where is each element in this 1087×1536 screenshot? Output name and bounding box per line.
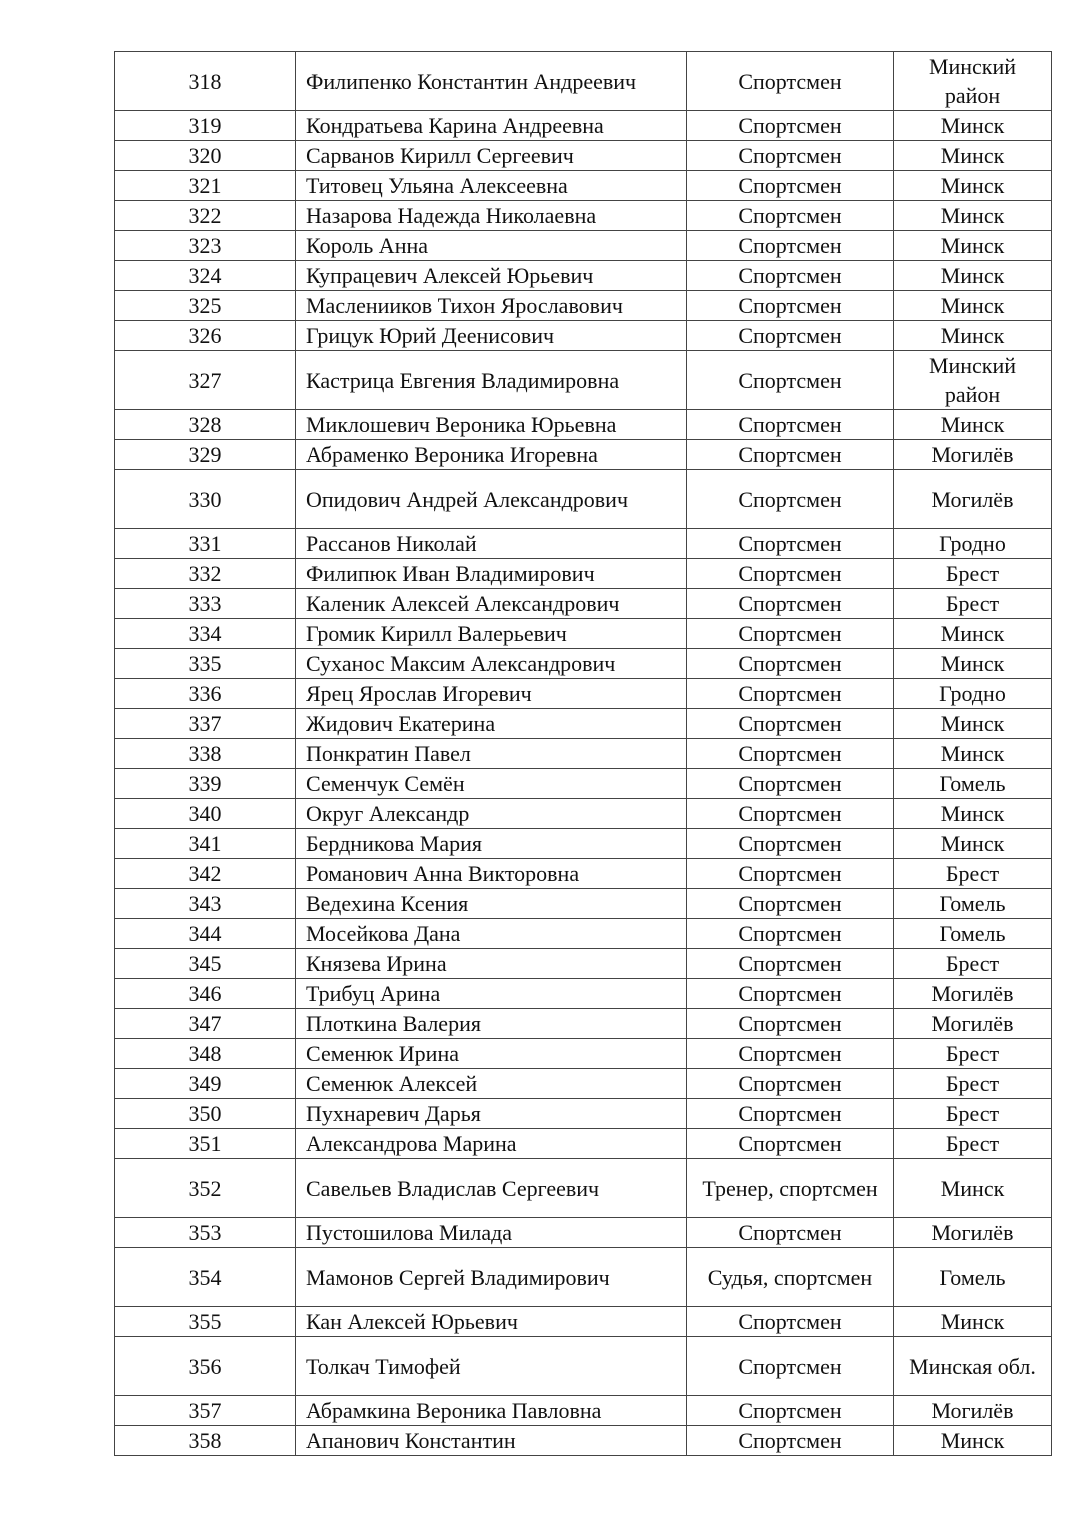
participant-name-cell: Громик Кирилл Валерьевич <box>296 619 687 649</box>
city-cell: Гомель <box>894 889 1052 919</box>
row-number-cell: 357 <box>115 1396 296 1426</box>
table-row <box>115 351 1052 410</box>
table-row <box>115 589 1052 619</box>
participant-name-cell: Семенюк Алексей <box>296 1069 687 1099</box>
role-cell: Спортсмен <box>687 1396 894 1426</box>
row-number-cell: 322 <box>115 201 296 231</box>
role-cell: Спортсмен <box>687 559 894 589</box>
table-row <box>115 649 1052 679</box>
city-cell: Минск <box>894 1426 1052 1456</box>
role-cell: Спортсмен <box>687 261 894 291</box>
role-cell: Спортсмен <box>687 1009 894 1039</box>
city-cell: Гродно <box>894 679 1052 709</box>
role-cell: Спортсмен <box>687 889 894 919</box>
row-number-cell: 348 <box>115 1039 296 1069</box>
role-cell: Спортсмен <box>687 470 894 529</box>
role-cell: Спортсмен <box>687 589 894 619</box>
city-cell: Минск <box>894 111 1052 141</box>
participant-name-cell: Кондратьева Карина Андреевна <box>296 111 687 141</box>
table-row <box>115 1248 1052 1307</box>
participant-name-cell: Савельев Владислав Сергеевич <box>296 1159 687 1218</box>
participant-name-cell: Округ Александр <box>296 799 687 829</box>
role-cell: Спортсмен <box>687 141 894 171</box>
row-number-cell: 342 <box>115 859 296 889</box>
participant-name-cell: Князева Ирина <box>296 949 687 979</box>
table-row <box>115 261 1052 291</box>
participant-name-cell: Филипюк Иван Владимирович <box>296 559 687 589</box>
row-number-cell: 330 <box>115 470 296 529</box>
role-cell: Спортсмен <box>687 201 894 231</box>
city-cell: Минск <box>894 321 1052 351</box>
role-cell: Спортсмен <box>687 231 894 261</box>
table-row <box>115 291 1052 321</box>
participant-name-cell: Бердникова Мария <box>296 829 687 859</box>
participant-name-cell: Каленик Алексей Александрович <box>296 589 687 619</box>
participant-name-cell: Трибуц Арина <box>296 979 687 1009</box>
participant-name-cell: Титовец Ульяна Алексеевна <box>296 171 687 201</box>
row-number-cell: 355 <box>115 1307 296 1337</box>
city-cell: Минск <box>894 141 1052 171</box>
role-cell: Спортсмен <box>687 321 894 351</box>
role-cell: Спортсмен <box>687 291 894 321</box>
participant-name-cell: Кан Алексей Юрьевич <box>296 1307 687 1337</box>
city-cell: Минская обл. <box>894 1337 1052 1396</box>
table-row <box>115 111 1052 141</box>
table-row <box>115 1069 1052 1099</box>
table-row <box>115 440 1052 470</box>
row-number-cell: 349 <box>115 1069 296 1099</box>
table-row <box>115 559 1052 589</box>
table-row <box>115 1099 1052 1129</box>
city-cell: Минск <box>894 410 1052 440</box>
row-number-cell: 334 <box>115 619 296 649</box>
role-cell: Спортсмен <box>687 1039 894 1069</box>
row-number-cell: 333 <box>115 589 296 619</box>
table-row <box>115 141 1052 171</box>
city-cell: Минск <box>894 709 1052 739</box>
row-number-cell: 356 <box>115 1337 296 1396</box>
table-row <box>115 321 1052 351</box>
city-cell: Минский район <box>894 351 1052 410</box>
table-row <box>115 1337 1052 1396</box>
participant-name-cell: Толкач Тимофей <box>296 1337 687 1396</box>
row-number-cell: 346 <box>115 979 296 1009</box>
city-cell: Минск <box>894 231 1052 261</box>
city-cell: Брест <box>894 949 1052 979</box>
table-row <box>115 1218 1052 1248</box>
row-number-cell: 320 <box>115 141 296 171</box>
city-cell: Минск <box>894 619 1052 649</box>
role-cell: Спортсмен <box>687 1129 894 1159</box>
city-cell: Минск <box>894 171 1052 201</box>
participant-name-cell: Назарова Надежда Николаевна <box>296 201 687 231</box>
row-number-cell: 353 <box>115 1218 296 1248</box>
role-cell: Тренер, спортсмен <box>687 1159 894 1218</box>
participant-name-cell: Грицук Юрий Деенисович <box>296 321 687 351</box>
table-row <box>115 1396 1052 1426</box>
table-row <box>115 859 1052 889</box>
city-cell: Минск <box>894 291 1052 321</box>
participant-name-cell: Абрамкина Вероника Павловна <box>296 1396 687 1426</box>
row-number-cell: 354 <box>115 1248 296 1307</box>
city-cell: Минск <box>894 201 1052 231</box>
row-number-cell: 340 <box>115 799 296 829</box>
participant-name-cell: Кастрица Евгения Владимировна <box>296 351 687 410</box>
city-cell: Брест <box>894 1039 1052 1069</box>
participant-name-cell: Жидович Екатерина <box>296 709 687 739</box>
table-row <box>115 231 1052 261</box>
table-row <box>115 529 1052 559</box>
row-number-cell: 350 <box>115 1099 296 1129</box>
city-cell: Могилёв <box>894 440 1052 470</box>
city-cell: Минск <box>894 1159 1052 1218</box>
participant-name-cell: Романович Анна Викторовна <box>296 859 687 889</box>
participant-name-cell: Семенчук Семён <box>296 769 687 799</box>
row-number-cell: 332 <box>115 559 296 589</box>
role-cell: Спортсмен <box>687 919 894 949</box>
table-row <box>115 709 1052 739</box>
participant-name-cell: Понкратин Павел <box>296 739 687 769</box>
participant-name-cell: Александрова Марина <box>296 1129 687 1159</box>
table-row <box>115 1426 1052 1456</box>
table-row <box>115 889 1052 919</box>
table-row <box>115 470 1052 529</box>
table-row <box>115 739 1052 769</box>
participant-name-cell: Мосейкова Дана <box>296 919 687 949</box>
city-cell: Брест <box>894 559 1052 589</box>
city-cell: Брест <box>894 589 1052 619</box>
row-number-cell: 326 <box>115 321 296 351</box>
row-number-cell: 331 <box>115 529 296 559</box>
role-cell: Спортсмен <box>687 529 894 559</box>
table-row <box>115 1009 1052 1039</box>
participant-name-cell: Апанович Константин <box>296 1426 687 1456</box>
city-cell: Минский район <box>894 52 1052 111</box>
row-number-cell: 327 <box>115 351 296 410</box>
role-cell: Спортсмен <box>687 709 894 739</box>
city-cell: Минск <box>894 261 1052 291</box>
participant-name-cell: Король Анна <box>296 231 687 261</box>
city-cell: Минск <box>894 1307 1052 1337</box>
row-number-cell: 345 <box>115 949 296 979</box>
row-number-cell: 325 <box>115 291 296 321</box>
role-cell: Спортсмен <box>687 171 894 201</box>
city-cell: Могилёв <box>894 470 1052 529</box>
role-cell: Спортсмен <box>687 1218 894 1248</box>
role-cell: Спортсмен <box>687 769 894 799</box>
role-cell: Спортсмен <box>687 799 894 829</box>
table-row <box>115 919 1052 949</box>
table-row <box>115 171 1052 201</box>
row-number-cell: 336 <box>115 679 296 709</box>
table-row <box>115 410 1052 440</box>
row-number-cell: 343 <box>115 889 296 919</box>
row-number-cell: 337 <box>115 709 296 739</box>
row-number-cell: 339 <box>115 769 296 799</box>
participant-name-cell: Рассанов Николай <box>296 529 687 559</box>
role-cell: Спортсмен <box>687 619 894 649</box>
table-row <box>115 769 1052 799</box>
row-number-cell: 318 <box>115 52 296 111</box>
row-number-cell: 338 <box>115 739 296 769</box>
row-number-cell: 335 <box>115 649 296 679</box>
city-cell: Брест <box>894 859 1052 889</box>
participant-name-cell: Мамонов Сергей Владимирович <box>296 1248 687 1307</box>
participant-name-cell: Ярец Ярослав Игоревич <box>296 679 687 709</box>
table-row <box>115 979 1052 1009</box>
role-cell: Спортсмен <box>687 649 894 679</box>
table-row <box>115 829 1052 859</box>
participant-name-cell: Абраменко Вероника Игоревна <box>296 440 687 470</box>
role-cell: Судья, спортсмен <box>687 1248 894 1307</box>
participant-name-cell: Пухнаревич Дарья <box>296 1099 687 1129</box>
role-cell: Спортсмен <box>687 739 894 769</box>
table-row <box>115 1129 1052 1159</box>
city-cell: Гродно <box>894 529 1052 559</box>
table-row <box>115 679 1052 709</box>
participant-name-cell: Купрацевич Алексей Юрьевич <box>296 261 687 291</box>
role-cell: Спортсмен <box>687 440 894 470</box>
table-row <box>115 1307 1052 1337</box>
city-cell: Минск <box>894 739 1052 769</box>
participant-name-cell: Семенюк Ирина <box>296 1039 687 1069</box>
role-cell: Спортсмен <box>687 859 894 889</box>
row-number-cell: 323 <box>115 231 296 261</box>
role-cell: Спортсмен <box>687 829 894 859</box>
table-row <box>115 1039 1052 1069</box>
city-cell: Брест <box>894 1129 1052 1159</box>
table-row <box>115 799 1052 829</box>
participants-table <box>114 51 1052 1456</box>
table-row <box>115 619 1052 649</box>
participants-table-body <box>115 52 1052 1456</box>
city-cell: Гомель <box>894 1248 1052 1307</box>
row-number-cell: 341 <box>115 829 296 859</box>
role-cell: Спортсмен <box>687 1099 894 1129</box>
row-number-cell: 351 <box>115 1129 296 1159</box>
role-cell: Спортсмен <box>687 949 894 979</box>
participant-name-cell: Плоткина Валерия <box>296 1009 687 1039</box>
role-cell: Спортсмен <box>687 979 894 1009</box>
participant-name-cell: Сарванов Кирилл Сергеевич <box>296 141 687 171</box>
participant-name-cell: Суханос Максим Александрович <box>296 649 687 679</box>
role-cell: Спортсмен <box>687 351 894 410</box>
participant-name-cell: Масленииков Тихон Ярославович <box>296 291 687 321</box>
table-row <box>115 949 1052 979</box>
city-cell: Минск <box>894 649 1052 679</box>
city-cell: Минск <box>894 829 1052 859</box>
participant-name-cell: Пустошилова Милада <box>296 1218 687 1248</box>
city-cell: Минск <box>894 799 1052 829</box>
role-cell: Спортсмен <box>687 410 894 440</box>
role-cell: Спортсмен <box>687 1337 894 1396</box>
row-number-cell: 324 <box>115 261 296 291</box>
row-number-cell: 319 <box>115 111 296 141</box>
row-number-cell: 321 <box>115 171 296 201</box>
row-number-cell: 328 <box>115 410 296 440</box>
city-cell: Могилёв <box>894 1218 1052 1248</box>
role-cell: Спортсмен <box>687 1069 894 1099</box>
role-cell: Спортсмен <box>687 1307 894 1337</box>
participant-name-cell: Опидович Андрей Александрович <box>296 470 687 529</box>
participant-name-cell: Ведехина Ксения <box>296 889 687 919</box>
city-cell: Брест <box>894 1069 1052 1099</box>
table-row <box>115 201 1052 231</box>
row-number-cell: 358 <box>115 1426 296 1456</box>
row-number-cell: 344 <box>115 919 296 949</box>
table-row <box>115 52 1052 111</box>
row-number-cell: 347 <box>115 1009 296 1039</box>
row-number-cell: 352 <box>115 1159 296 1218</box>
city-cell: Могилёв <box>894 979 1052 1009</box>
role-cell: Спортсмен <box>687 111 894 141</box>
role-cell: Спортсмен <box>687 679 894 709</box>
city-cell: Могилёв <box>894 1009 1052 1039</box>
row-number-cell: 329 <box>115 440 296 470</box>
role-cell: Спортсмен <box>687 52 894 111</box>
role-cell: Спортсмен <box>687 1426 894 1456</box>
participant-name-cell: Филипенко Константин Андреевич <box>296 52 687 111</box>
city-cell: Гомель <box>894 919 1052 949</box>
city-cell: Гомель <box>894 769 1052 799</box>
table-row <box>115 1159 1052 1218</box>
participant-name-cell: Миклошевич Вероника Юрьевна <box>296 410 687 440</box>
city-cell: Брест <box>894 1099 1052 1129</box>
city-cell: Могилёв <box>894 1396 1052 1426</box>
